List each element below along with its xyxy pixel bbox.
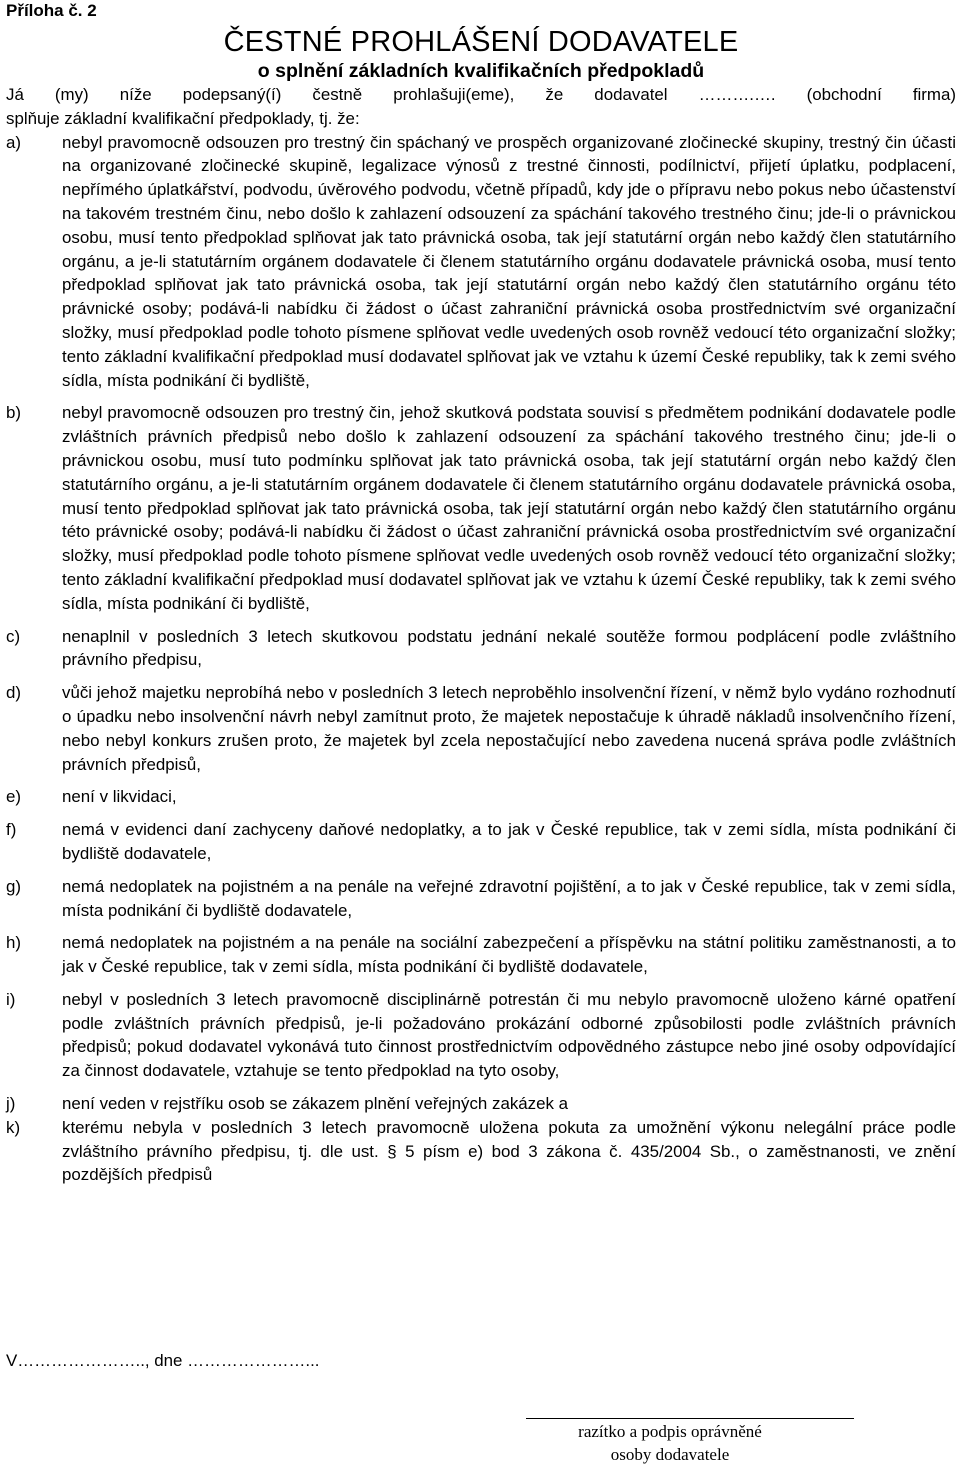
list-item-k [6, 1116, 956, 1187]
list-item-text: vůči jehož majetku neprobíhá nebo v posledních 3 letech neproběhlo insolvenční řízení, v němž bylo vydáno rozhodnutí o úpadku nebo insolvenční návrh nebyl zamítnut proto, že majetek nepostačuje k úhradě nákladů insolvenčního řízení, nebo nebyl konkurs zrušen proto, že majetek byl zcela nepostačující nebo zavedena nucená správa podle zvláštních právních předpisů, [62, 683, 956, 774]
signature-caption-line-2: osoby dodavatele [610, 1445, 730, 1464]
list-item-text: nebyl v posledních 3 letech pravomocně disciplinárně potrestán či mu nebylo pravomocně uloženo kárné opatření podle zvláštních právních předpisů, je-li požadováno prokázání odborné způsobilosti podle zvláštních právních předpisů; pokud dodavatel vykonává tuto činnost prostřednictvím odpovědného zástupce nebo jiné osoby odpovídající za činnost dodavatele, vztahuje se tento předpoklad na tyto osoby, [62, 989, 956, 1081]
document-subtitle: o splnění základních kvalifikačních předpokladů [257, 60, 705, 82]
list-item-letter: a) [6, 132, 22, 152]
list-item-letter: c) [6, 626, 21, 646]
document-page [6, 0, 956, 1187]
list-item-text: nebyl pravomocně odsouzen pro trestný čin spáchaný ve prospěch organizované zločinecké skupiny, trestný čin účasti na organizované zločinecké skupině, legalizace výnosů z trestné činnosti, podílnictví, přijetí úplatku, podplacení, nepřímého úplatkářství, podvodu, úvěrového podvodu, včetně případů, kdy jde o přípravu nebo pokus nebo účastenství na takovém trestném činu, nebo došlo k zahlazení odsouzení za spáchání takového trestného činu; jde-li o právnickou osobu, musí tento předpoklad splňovat jak tato právnická osoba, tak její statutární orgán nebo každý člen statutárního orgánu, a je-li statutárním orgánem dodavatele či členem statutárního orgánu dodavatele právnická osoba, musí tento předpoklad splňovat jak tato právnická osoba, tak její statutární orgán nebo každý člen statutárního orgánu této právnické osoby; podává-li nabídku či žádost o účast zahraniční právnická osoba prostřednictvím své organizační složky, musí předpoklad podle tohoto písmene splňovat vedle uvedených osob rovněž vedoucí této organizační složky; tento základní kvalifikační předpoklad musí dodavatel splňovat jak ve vztahu k území České republiky, tak k zemi svého sídla, místa podnikání či bydliště, [62, 132, 956, 390]
list-item-a [6, 131, 956, 393]
signature-line [526, 1418, 854, 1419]
list-item-g [6, 875, 956, 923]
list-item-text: nemá nedoplatek na pojistném a na penále na sociální zabezpečení a příspěvku na státní politiku zaměstnanosti, a to jak v České republice, tak v zemi sídla, místa podnikání či bydliště dodavatele, [62, 933, 956, 977]
list-item-text: nemá v evidenci daní zachyceny daňové nedoplatky, a to jak v České republice, tak v zemi sídla, místa podnikání či bydliště dodavatele, [62, 820, 956, 863]
list-item-text: nemá nedoplatek na pojistném a na penále na veřejné zdravotní pojištění, a to jak v České republice, tak v zemi sídla, místa podnikání či bydliště dodavatele, [62, 876, 956, 920]
list-item-letter: d) [6, 683, 22, 703]
list-item-h [6, 931, 956, 979]
list-item-c [6, 625, 956, 673]
list-item-letter: i) [6, 989, 16, 1009]
document-title: ČESTNÉ PROHLÁŠENÍ DODAVATELE [223, 26, 739, 58]
signature-caption [520, 1420, 820, 1466]
intro-line-1: Já (my) níže podepsaný(í) čestně prohlašuji(eme), že dodavatel ……….…. (obchodní firma) [6, 85, 956, 104]
list-item-letter: k) [6, 1117, 21, 1137]
list-item-i [6, 988, 956, 1083]
annex-label: Příloha č. 2 [6, 1, 97, 20]
list-item-j [6, 1092, 956, 1116]
list-item-letter: j) [6, 1094, 16, 1114]
list-item-b [6, 401, 956, 615]
list-item-text: nebyl pravomocně odsouzen pro trestný čin, jehož skutková podstata souvisí s předmětem podnikání dodavatele podle zvláštních právních předpisů nebo došlo k zahlazení odsouzení za spáchání takového trestného činu; jde-li o právnickou osobu, musí tuto podmínku splňovat jak tato právnická osoba, tak její statutární orgán nebo každý člen statutárního orgánu, a je-li statutárním orgánem dodavatele či členem statutárního orgánu dodavatele právnická osoba, musí tento předpoklad splňovat jak tato právnická osoba, tak její statutární orgán nebo každý člen statutárního orgánu této právnické osoby; podává-li nabídku či žádost o účast zahraniční právnická osoba prostřednictvím své organizační složky, musí předpoklad podle tohoto písmene splňovat vedle uvedených osob rovněž vedoucí této organizační složky; tento základní kvalifikační předpoklad musí dodavatel splňovat jak ve vztahu k území České republiky, tak k zemi svého sídla, místa podnikání či bydliště, [62, 403, 956, 613]
intro-line-2: splňuje základní kvalifikační předpoklady, tj. že: [6, 108, 360, 128]
list-item-e [6, 785, 956, 809]
intro-paragraph [6, 83, 956, 131]
list-item-text: není v likvidaci, [62, 787, 177, 807]
list-item-text: nenaplnil v posledních 3 letech skutkovou podstatu jednání nekalé soutěže formou podplácení podle zvláštního právního předpisu, [62, 626, 956, 670]
list-item-letter: e) [6, 787, 22, 807]
list-item-letter: g) [6, 876, 22, 896]
list-item-letter: h) [6, 933, 22, 953]
list-item-text: kterému nebyla v posledních 3 letech pravomocně uložena pokuta za umožnění výkonu nelegální práce podle zvláštního právního předpisu, tj. dle ust. § 5 písm e) bod 3 zákona č. 435/2004 Sb., o zaměstnanosti, ve znění pozdějších předpisů [62, 1117, 956, 1185]
list-item-text: není veden v rejstříku osob se zákazem plnění veřejných zakázek a [62, 1094, 569, 1114]
place-date-line: V………………….., dne …………………... [6, 1351, 320, 1370]
signature-caption-line-1: razítko a podpis oprávněné [578, 1422, 762, 1441]
list-item-letter: b) [6, 403, 22, 423]
list-item-d [6, 681, 956, 776]
list-item-f [6, 818, 956, 866]
requirements-list [6, 131, 956, 1188]
list-item-letter: f) [6, 820, 17, 840]
